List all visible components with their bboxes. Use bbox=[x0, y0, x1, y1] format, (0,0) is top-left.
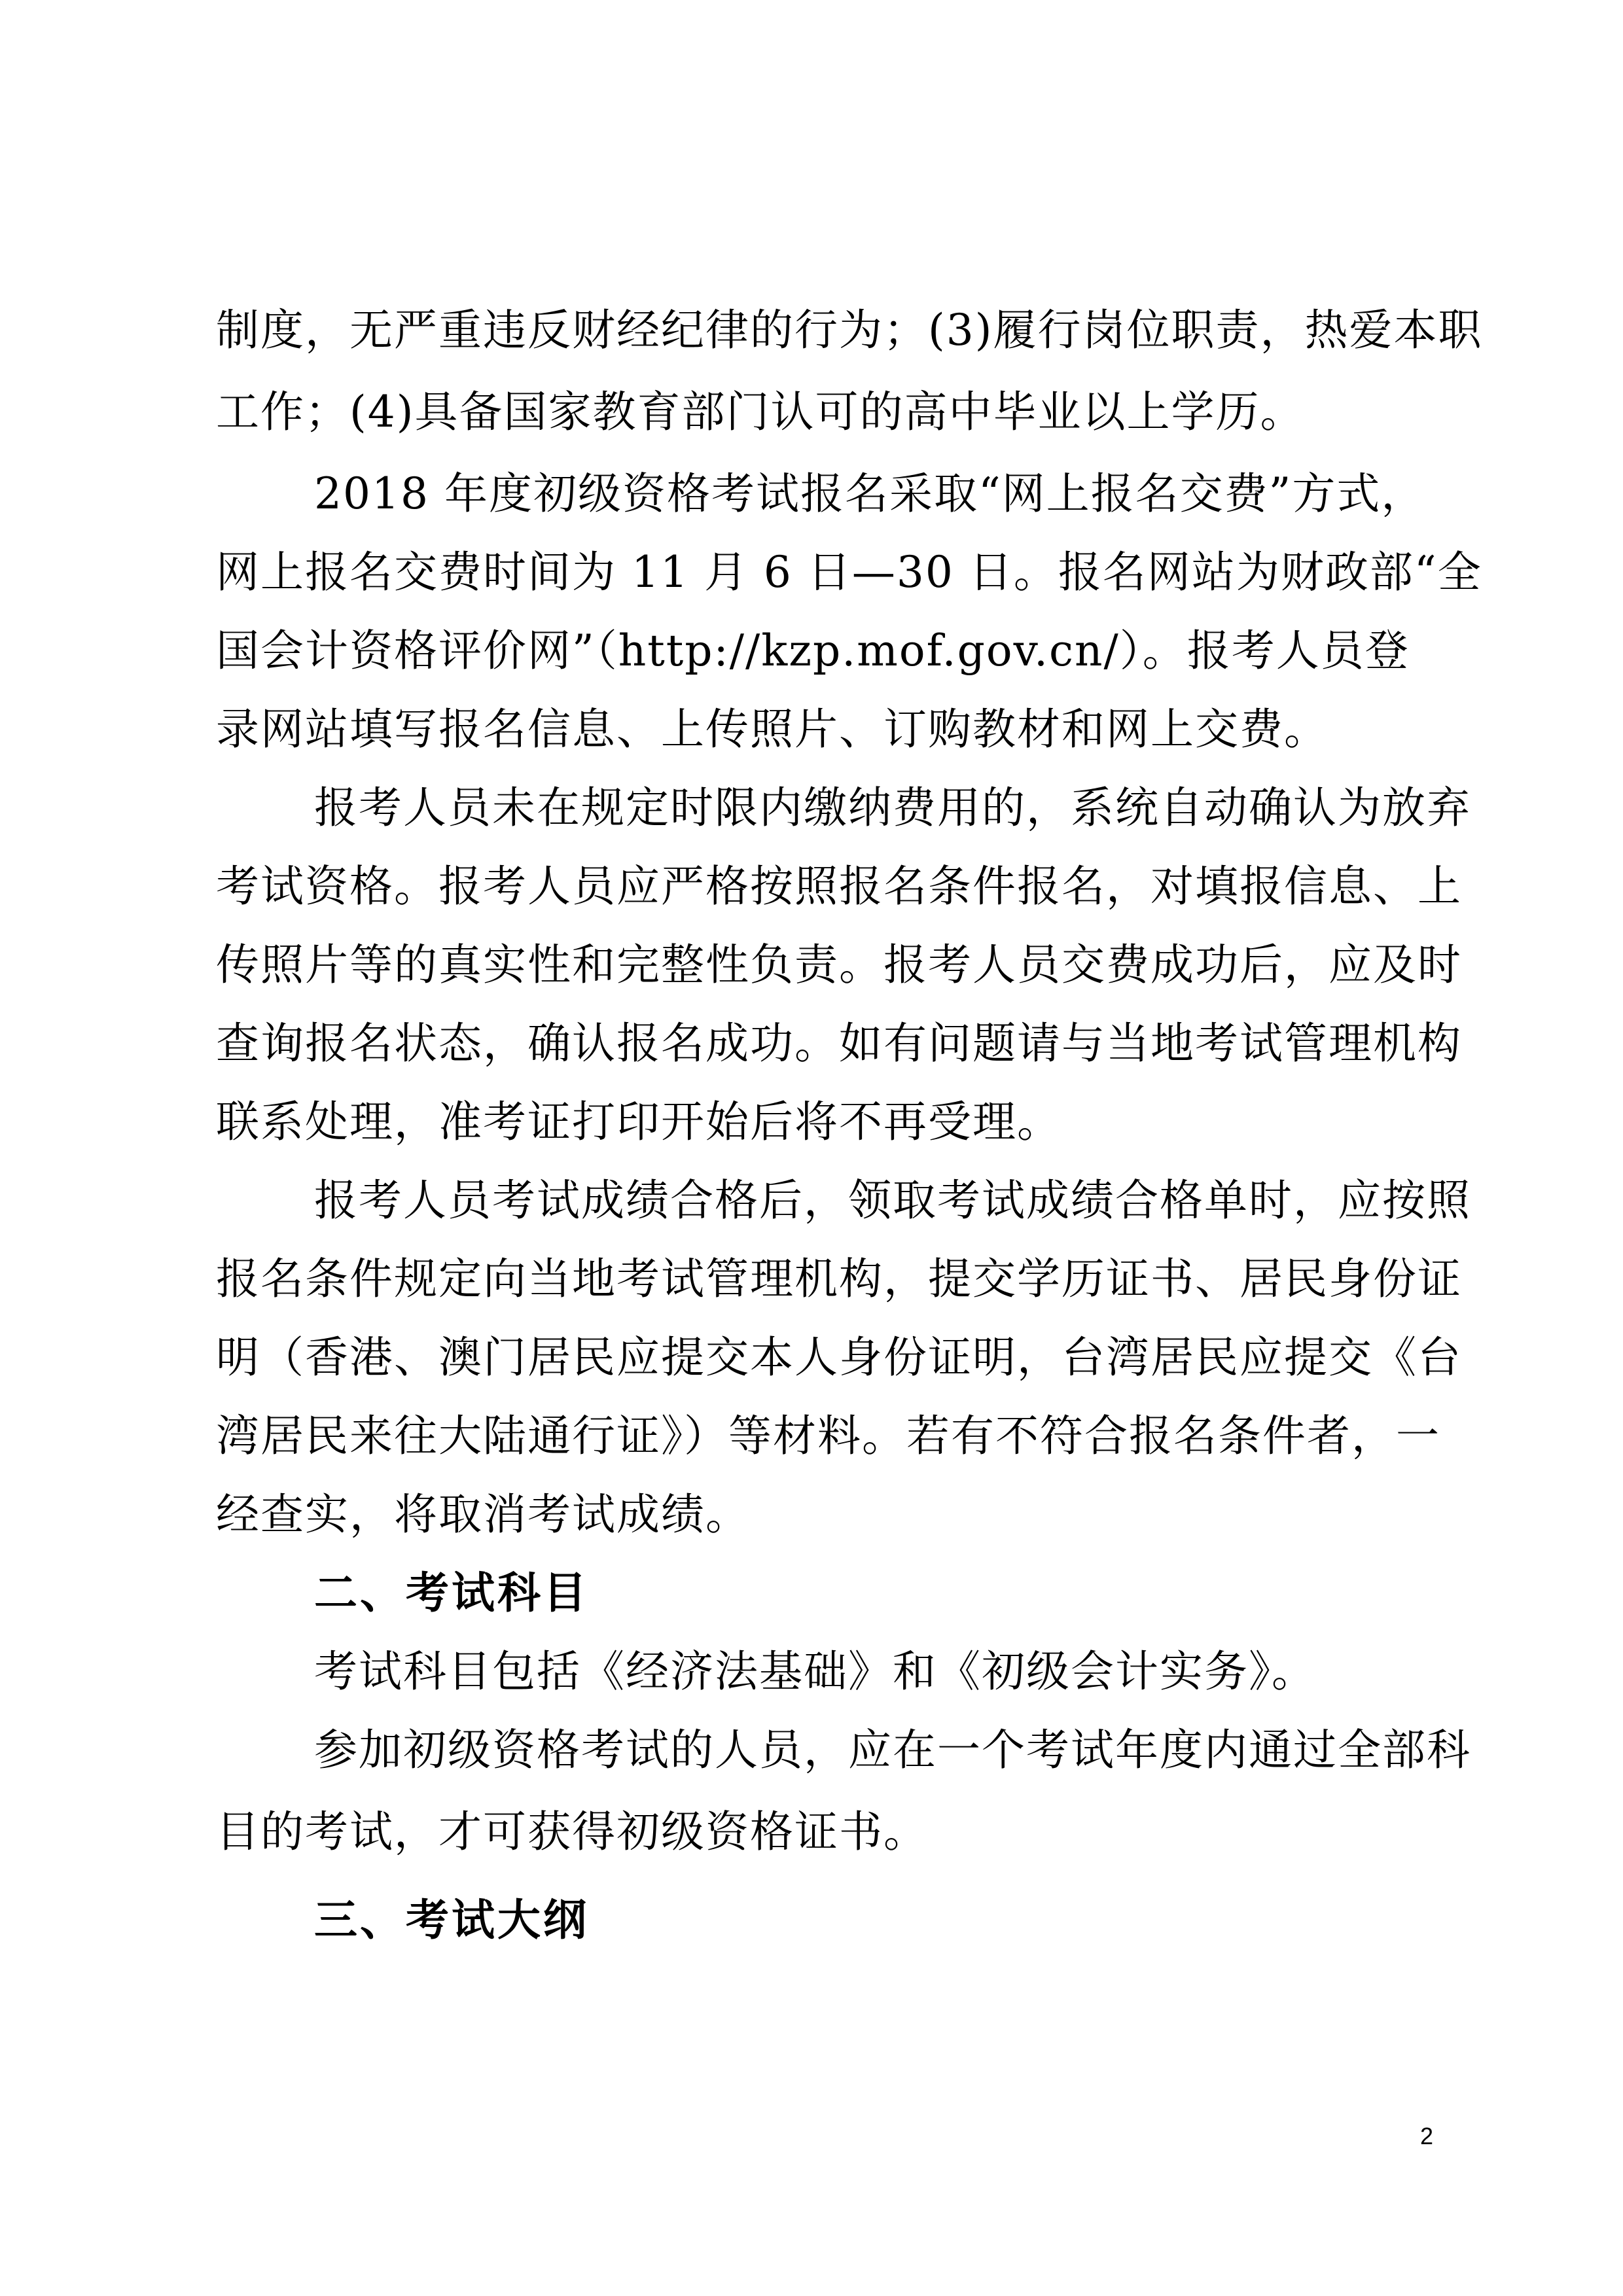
paragraph-line: 录网站填写报名信息、上传照片、订购教材和网上交费。 bbox=[216, 704, 1329, 754]
paragraph-line: 传照片等的真实性和完整性负责。报考人员交费成功后，应及时 bbox=[216, 940, 1462, 990]
paragraph-line: 报名条件规定向当地考试管理机构，提交学历证书、居民身份证 bbox=[216, 1254, 1462, 1304]
paragraph-line: 网上报名交费时间为 11 月 6 日—30 日。报名网站为财政部“全 bbox=[216, 547, 1482, 597]
paragraph-line: 工作；(4)具备国家教育部门认可的高中毕业以上学历。 bbox=[216, 387, 1305, 437]
paragraph-line: 经查实，将取消考试成绩。 bbox=[216, 1489, 750, 1540]
section-heading: 二、考试科目 bbox=[314, 1568, 589, 1618]
paragraph-line: 湾居民来往大陆通行证》）等材料。若有不符合报名条件者，一 bbox=[216, 1411, 1440, 1461]
paragraph-line: 联系处理，准考证打印开始后将不再受理。 bbox=[216, 1097, 1061, 1147]
paragraph-line: 查询报名状态，确认报名成功。如有问题请与当地考试管理机构 bbox=[216, 1018, 1462, 1069]
section-heading: 三、考试大纲 bbox=[314, 1895, 589, 1945]
paragraph-line: 考试科目包括《经济法基础》和《初级会计实务》。 bbox=[314, 1646, 1316, 1697]
paragraph-line: 制度，无严重违反财经纪律的行为；(3)履行岗位职责，热爱本职 bbox=[216, 305, 1483, 355]
paragraph-line: 报考人员未在规定时限内缴纳费用的，系统自动确认为放弃 bbox=[314, 783, 1471, 833]
paragraph-line: 报考人员考试成绩合格后，领取考试成绩合格单时，应按照 bbox=[314, 1175, 1471, 1226]
paragraph-line: 明（香港、澳门居民应提交本人身份证明，台湾居民应提交《台 bbox=[216, 1332, 1462, 1383]
paragraph-line: 考试资格。报考人员应严格按照报名条件报名，对填报信息、上 bbox=[216, 861, 1462, 911]
paragraph-line: 参加初级资格考试的人员，应在一个考试年度内通过全部科 bbox=[314, 1725, 1471, 1775]
paragraph-line: 目的考试，才可获得初级资格证书。 bbox=[216, 1807, 928, 1857]
paragraph-line: 国会计资格评价网”（http://kzp.mof.gov.cn/）。报考人员登 bbox=[216, 626, 1410, 676]
paragraph-line: 2018 年度初级资格考试报名采取“网上报名交费”方式， bbox=[314, 468, 1426, 519]
page-number: 2 bbox=[1420, 2123, 1434, 2149]
